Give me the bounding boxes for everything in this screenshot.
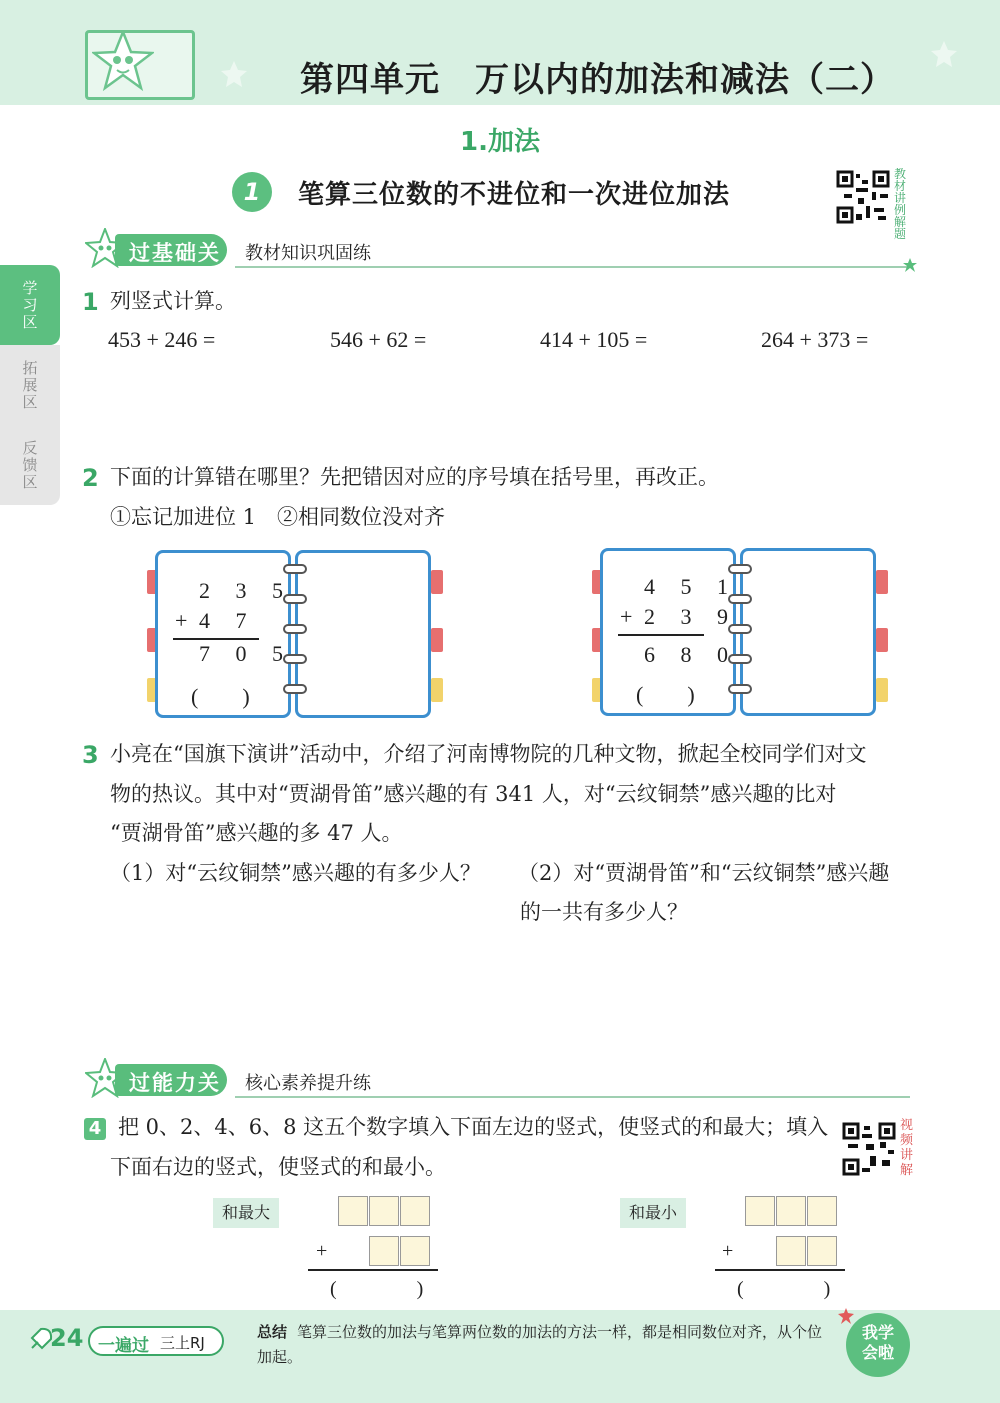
wrong-result: 6 8 0 <box>644 642 738 667</box>
plus-sign: + <box>175 608 198 633</box>
digit-box[interactable] <box>400 1236 430 1266</box>
addend-bottom: 2 3 9 <box>644 604 738 629</box>
qr-caption: 教材讲例解题 <box>894 167 907 241</box>
answer-paren[interactable]: ( ) <box>191 684 250 709</box>
qr-caption: 视频讲解 <box>900 1118 914 1178</box>
sub-question-2: （2）对“贾湖骨笛”和“云纹铜禁”感兴趣 <box>518 861 890 885</box>
label-min-sum: 和最小 <box>620 1198 686 1228</box>
addend-bottom: 4 7 <box>199 608 257 633</box>
star-decoration-icon <box>220 60 248 88</box>
question-number: 2 <box>82 464 99 492</box>
notebook-left <box>155 550 435 722</box>
section-subtitle: 核心素养提升练 <box>245 1073 371 1094</box>
side-tab-extend[interactable]: 拓展区 <box>0 345 60 425</box>
side-tab-study[interactable]: 学习区 <box>0 265 60 345</box>
digit-box[interactable] <box>369 1236 399 1266</box>
digit-box[interactable] <box>338 1196 368 1226</box>
brand-logo: 一遍过 三上RJ <box>88 1326 224 1356</box>
summary-note <box>257 1320 827 1370</box>
digit-box[interactable] <box>745 1196 775 1226</box>
question-text-line: “贾湖骨笛”感兴趣的多 47 人。 <box>110 821 403 845</box>
equation-1: 453 + 246 = <box>108 327 216 352</box>
equation-2: 546 + 62 = <box>330 327 427 352</box>
question-text-line: 小亮在“国旗下演讲”活动中，介绍了河南博物院的几种文物，掀起全校同学们对文 <box>110 742 867 766</box>
question-prompt: 下面的计算错在哪里？先把错因对应的序号填在括号里，再改正。 <box>110 465 719 489</box>
qr-code-icon[interactable] <box>836 170 890 224</box>
star-decoration-icon <box>930 40 958 68</box>
addend-top: 2 3 5 <box>199 578 293 603</box>
plus-sign: + <box>620 604 643 629</box>
question-text-line: 下面右边的竖式，使竖式的和最小。 <box>110 1155 446 1179</box>
question-number: 4 <box>84 1118 106 1140</box>
digit-box[interactable] <box>776 1236 806 1266</box>
star-mascot-icon <box>92 30 154 92</box>
plus-sign: + <box>722 1240 734 1262</box>
section-banner-basic <box>85 232 925 268</box>
digit-box[interactable] <box>807 1196 837 1226</box>
qr-code-icon[interactable] <box>842 1122 896 1176</box>
error-options: ①忘记加进位 1 ②相同数位没对齐 <box>110 505 446 529</box>
question-text-line: 物的热议。其中对“贾湖骨笛”感兴趣的有 341 人，对“云纹铜禁”感兴趣的比对 <box>110 782 837 806</box>
summary-label: 总结 <box>257 1323 288 1341</box>
plus-sign: + <box>316 1240 328 1262</box>
question-text-line: 把 0、2、4、6、8 这五个数字填入下面左边的竖式，使竖式的和最大；填入 <box>118 1115 829 1139</box>
i-learned-badge: 我学 会啦 <box>846 1313 910 1377</box>
section-name: 过能力关 <box>129 1071 221 1095</box>
digit-box[interactable] <box>776 1196 806 1226</box>
sub-question-1: （1）对“云纹铜禁”感兴趣的有多少人？ <box>110 861 481 885</box>
question-prompt: 列竖式计算。 <box>110 289 236 313</box>
lesson-title: 笔算三位数的不进位和一次进位加法 <box>298 180 731 210</box>
section-subtitle: 教材知识巩固练 <box>245 243 371 264</box>
wrong-result: 7 0 5 <box>199 641 293 666</box>
question-number: 3 <box>82 741 99 769</box>
section-banner-ability <box>85 1062 925 1098</box>
star-decoration-icon <box>903 258 917 272</box>
unit-title: 第四单元 万以内的加法和减法（二） <box>300 60 895 100</box>
digit-box[interactable] <box>369 1196 399 1226</box>
digit-box[interactable] <box>400 1196 430 1226</box>
notebook-right <box>600 548 880 720</box>
lesson-number-badge: 1 <box>232 172 272 212</box>
section-name: 过基础关 <box>129 241 221 265</box>
star-decoration-icon <box>838 1308 854 1324</box>
page-number: 24 <box>50 1324 84 1352</box>
summary-text: 笔算三位数的加法与笔算两位数的加法的方法一样，都是相同数位对齐，从个位加起。 <box>257 1323 823 1366</box>
digit-box[interactable] <box>807 1236 837 1266</box>
sub-question-2-cont: 的一共有多少人？ <box>520 900 688 924</box>
equation-3: 414 + 105 = <box>540 327 648 352</box>
answer-paren[interactable]: ( ) <box>636 682 695 707</box>
equation-4: 264 + 373 = <box>761 327 869 352</box>
question-number: 1 <box>82 288 99 316</box>
addend-top: 4 5 1 <box>644 574 738 599</box>
label-max-sum: 和最大 <box>213 1198 279 1228</box>
side-tab-feedback[interactable]: 反馈区 <box>0 425 60 505</box>
sum-paren[interactable]: ( ) <box>330 1278 424 1300</box>
section-title: 1.加法 <box>460 127 540 157</box>
sum-paren[interactable]: ( ) <box>737 1278 831 1300</box>
